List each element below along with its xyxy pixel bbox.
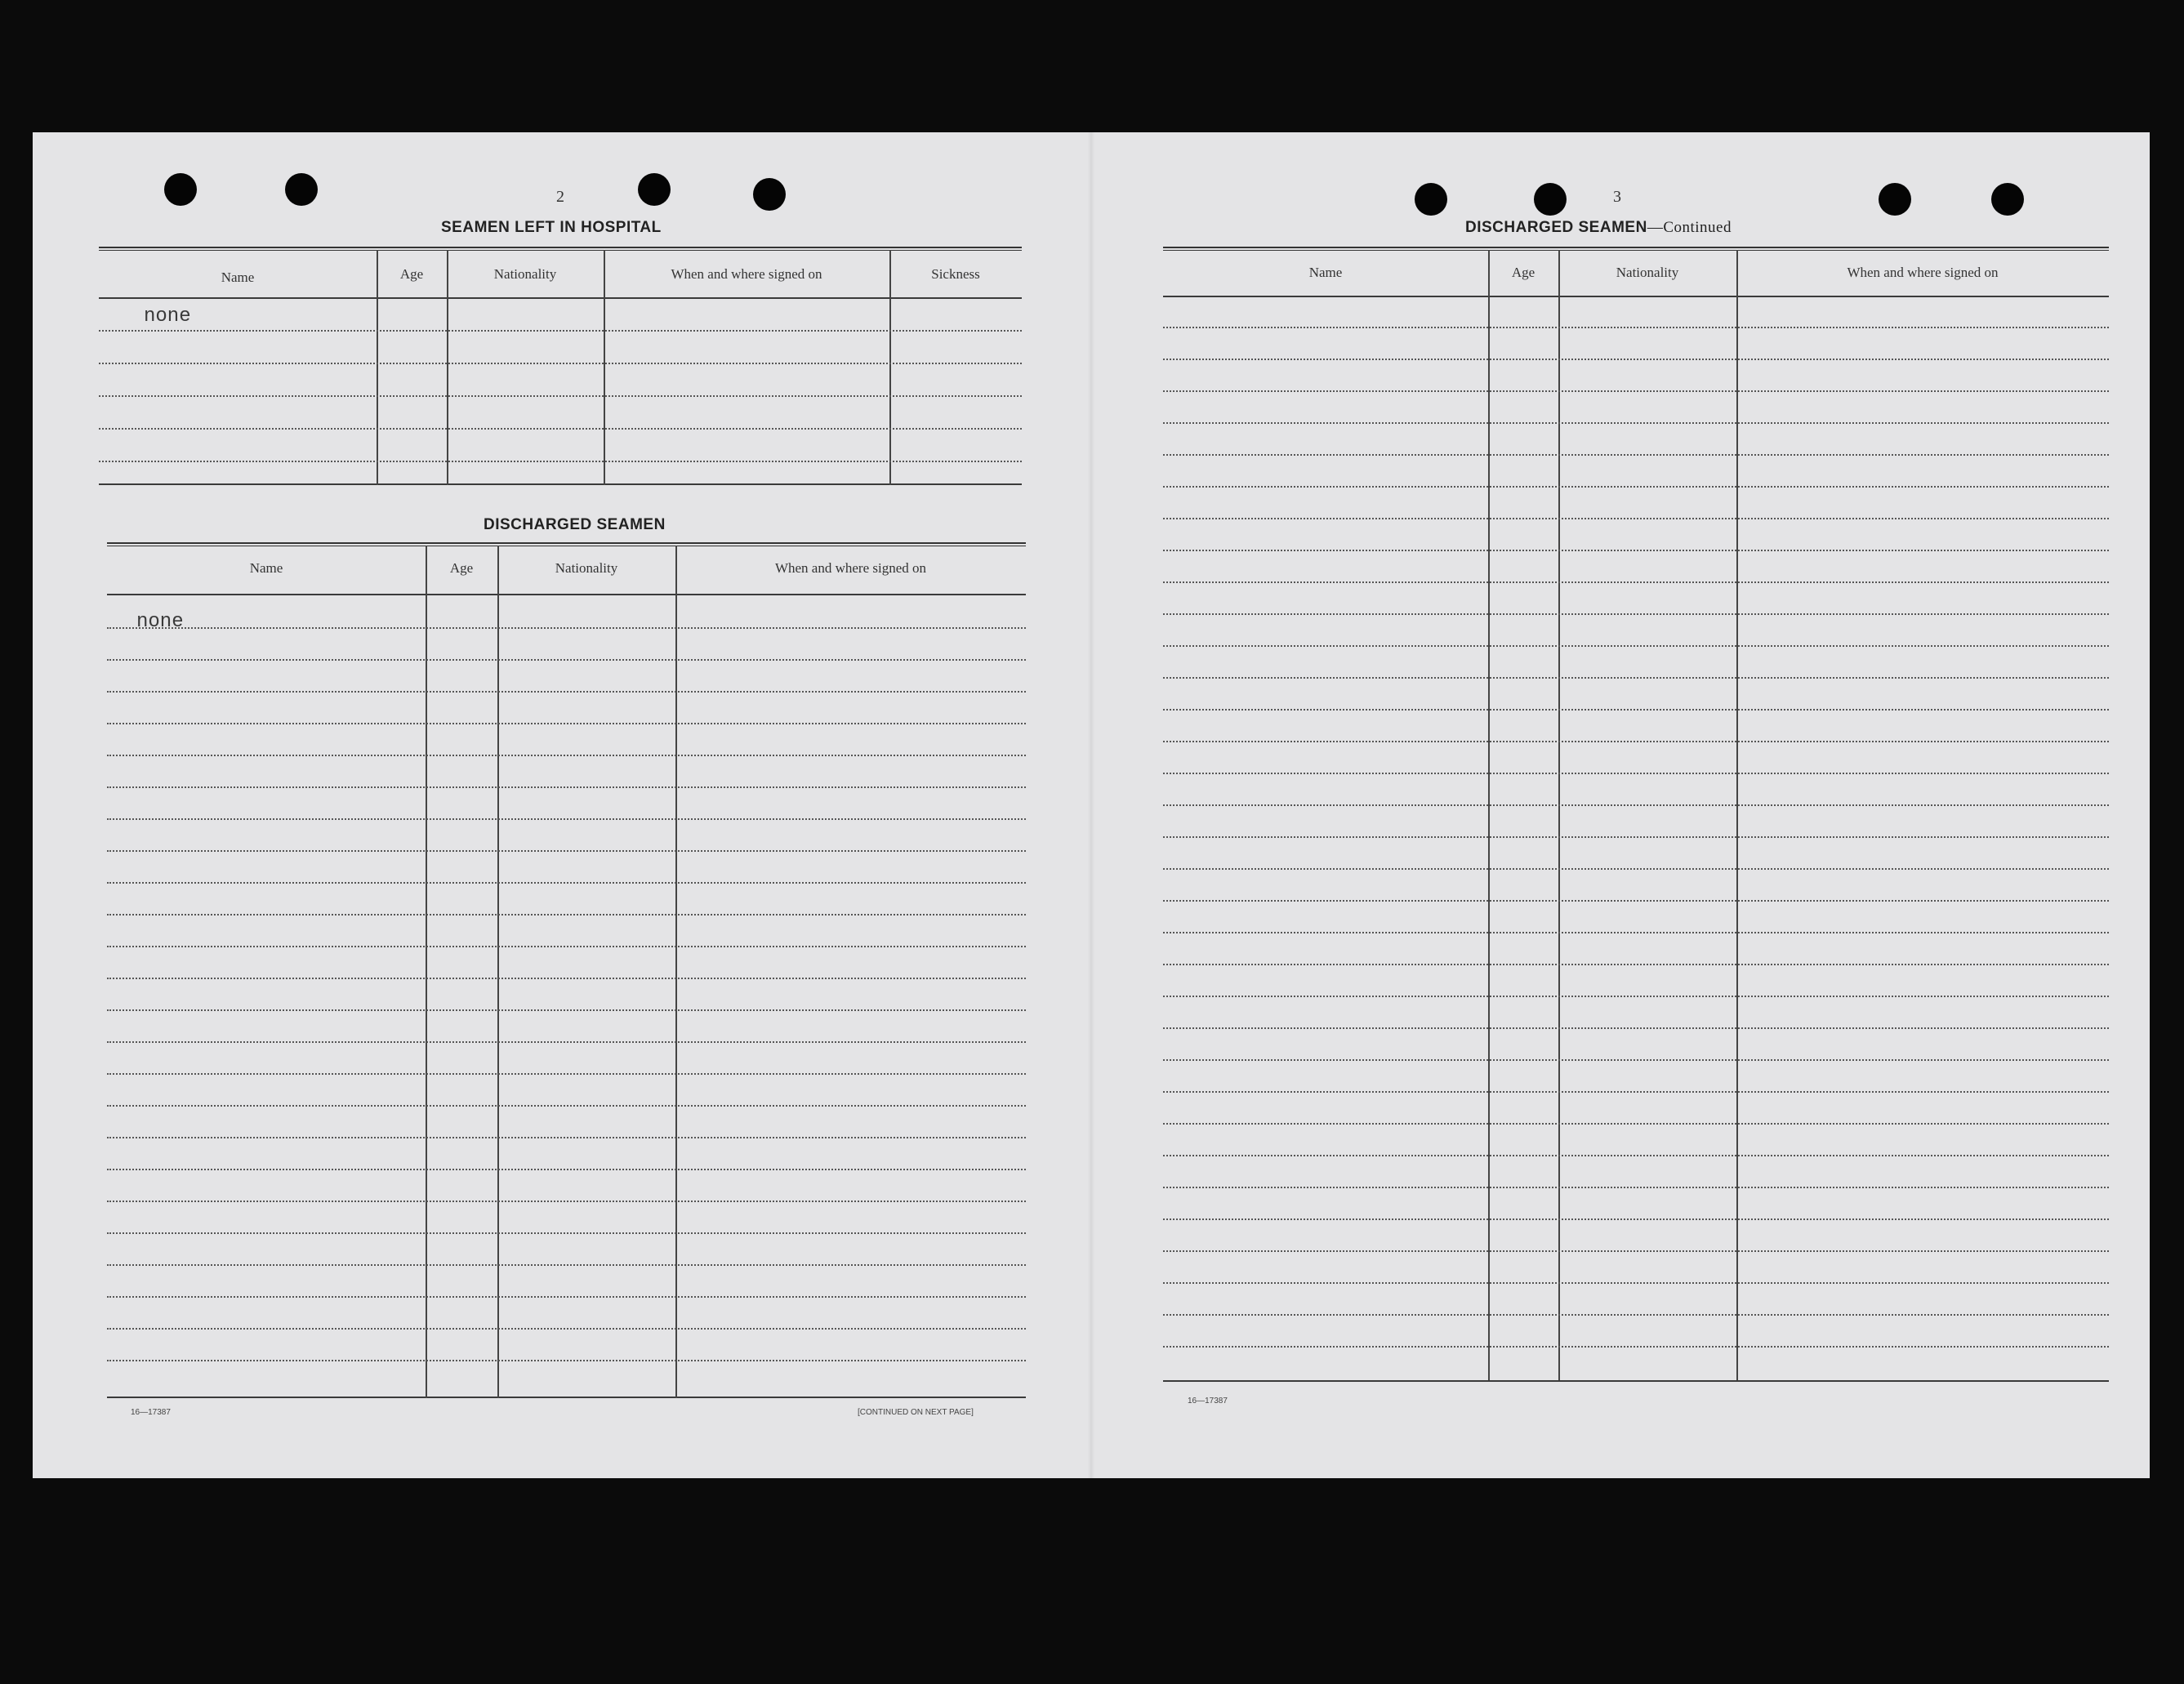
- column-divider: [889, 250, 891, 485]
- row-rule: [107, 786, 1026, 788]
- punch-hole: [638, 173, 671, 206]
- row-rule: [1163, 390, 2109, 392]
- discharged-continued-title-main: DISCHARGED SEAMEN: [1465, 219, 1647, 236]
- row-rule: [1163, 359, 2109, 360]
- row-rule: [107, 1328, 1026, 1330]
- row-rule: [107, 1232, 1026, 1234]
- row-rule: [1163, 550, 2109, 551]
- column-header-age: Age: [1511, 265, 1535, 280]
- column-header-nationality: Nationality: [493, 266, 557, 282]
- discharged-continued-suffix: —Continued: [1647, 219, 1732, 236]
- row-rule: [1163, 486, 2109, 488]
- column-header-name: Name: [1308, 265, 1343, 280]
- discharged-table: [107, 542, 1026, 1400]
- row-rule: [1163, 518, 2109, 519]
- table-top-rule: [99, 247, 1022, 251]
- discharged-entry: none: [136, 611, 184, 633]
- row-rule: [1163, 1346, 2109, 1348]
- column-header-signed-on: When and where signed on: [671, 266, 822, 282]
- column-divider: [1488, 250, 1490, 1380]
- table-top-rule: [107, 542, 1026, 546]
- column-divider: [675, 546, 677, 1398]
- row-rule: [107, 850, 1026, 852]
- row-rule: [1163, 709, 2109, 711]
- row-rule: [1163, 1091, 2109, 1093]
- row-rule: [107, 1105, 1026, 1107]
- row-rule: [99, 461, 1022, 462]
- row-rule: [1163, 773, 2109, 774]
- row-rule: [107, 1169, 1026, 1170]
- row-rule: [107, 1073, 1026, 1075]
- header-rule: [1163, 296, 2109, 297]
- row-rule: [107, 1009, 1026, 1011]
- punch-hole: [753, 178, 786, 211]
- column-header-signed-on: When and where signed on: [774, 560, 927, 576]
- header-rule: [107, 594, 1026, 595]
- hospital-table: [99, 247, 1022, 492]
- row-rule: [1163, 868, 2109, 870]
- row-rule: [107, 1360, 1026, 1361]
- row-rule: [1163, 454, 2109, 456]
- discharged-continued-title: [1465, 219, 1732, 237]
- punch-hole: [1415, 183, 1447, 216]
- column-header-sickness: Sickness: [931, 266, 980, 282]
- row-rule: [1163, 1059, 2109, 1061]
- row-rule: [107, 691, 1026, 693]
- row-rule: [1163, 327, 2109, 328]
- row-rule: [1163, 1027, 2109, 1029]
- form-number-left: 16—17387: [131, 1408, 171, 1417]
- row-rule: [1163, 964, 2109, 965]
- row-rule: [107, 882, 1026, 884]
- column-header-age: Age: [449, 560, 474, 576]
- row-rule: [99, 363, 1022, 364]
- row-rule: [1163, 1218, 2109, 1220]
- row-rule: [1163, 1123, 2109, 1125]
- continued-note: [CONTINUED ON NEXT PAGE]: [858, 1408, 974, 1417]
- column-divider: [604, 250, 605, 485]
- discharged-title: DISCHARGED SEAMEN: [484, 516, 666, 533]
- row-rule: [107, 723, 1026, 724]
- row-rule: [1163, 900, 2109, 902]
- punch-hole: [164, 173, 197, 206]
- row-rule: [1163, 1250, 2109, 1252]
- column-header-name: Name: [249, 560, 283, 576]
- column-divider: [1558, 250, 1560, 1380]
- row-rule: [107, 1137, 1026, 1138]
- hospital-title: SEAMEN LEFT IN HOSPITAL: [441, 219, 662, 236]
- row-rule: [99, 330, 1022, 332]
- column-divider: [497, 546, 499, 1398]
- row-rule: [107, 978, 1026, 979]
- row-rule: [1163, 741, 2109, 742]
- row-rule: [107, 755, 1026, 756]
- column-header-nationality: Nationality: [1616, 265, 1679, 280]
- row-rule: [107, 914, 1026, 916]
- page-number-left: 2: [556, 188, 564, 206]
- column-divider: [447, 250, 448, 485]
- header-rule: [99, 297, 1022, 299]
- row-rule: [1163, 677, 2109, 679]
- row-rule: [1163, 836, 2109, 838]
- column-header-name: Name: [221, 270, 255, 285]
- row-rule: [107, 818, 1026, 820]
- column-header-age: Age: [399, 266, 424, 282]
- row-rule: [107, 1201, 1026, 1202]
- table-bottom-rule: [99, 483, 1022, 485]
- document-sheet: [33, 132, 2150, 1478]
- column-header-signed-on: When and where signed on: [1847, 265, 1999, 280]
- row-rule: [1163, 1155, 2109, 1156]
- row-rule: [107, 1296, 1026, 1298]
- page-fold: [1088, 132, 1094, 1478]
- row-rule: [107, 659, 1026, 661]
- row-rule: [1163, 422, 2109, 424]
- row-rule: [107, 1041, 1026, 1043]
- punch-hole: [285, 173, 318, 206]
- row-rule: [99, 395, 1022, 397]
- column-divider: [377, 250, 378, 485]
- table-bottom-rule: [107, 1397, 1026, 1398]
- form-number-right: 16—17387: [1188, 1397, 1228, 1406]
- row-rule: [1163, 1314, 2109, 1316]
- table-bottom-rule: [1163, 1380, 2109, 1382]
- row-rule: [1163, 581, 2109, 583]
- row-rule: [107, 946, 1026, 947]
- row-rule: [1163, 645, 2109, 647]
- row-rule: [107, 1264, 1026, 1266]
- row-rule: [1163, 613, 2109, 615]
- page-number-right: 3: [1613, 188, 1621, 206]
- row-rule: [1163, 804, 2109, 806]
- row-rule: [99, 428, 1022, 430]
- row-rule: [1163, 996, 2109, 997]
- punch-hole: [1534, 183, 1567, 216]
- row-rule: [1163, 1187, 2109, 1188]
- row-rule: [1163, 932, 2109, 933]
- row-rule: [1163, 1282, 2109, 1284]
- table-top-rule: [1163, 247, 2109, 251]
- column-divider: [426, 546, 427, 1398]
- hospital-entry: none: [144, 305, 191, 327]
- row-rule: [107, 627, 1026, 629]
- discharged-continued-table: [1163, 247, 2109, 1382]
- punch-hole: [1879, 183, 1911, 216]
- column-divider: [1736, 250, 1738, 1380]
- column-header-nationality: Nationality: [555, 560, 618, 576]
- punch-hole: [1991, 183, 2024, 216]
